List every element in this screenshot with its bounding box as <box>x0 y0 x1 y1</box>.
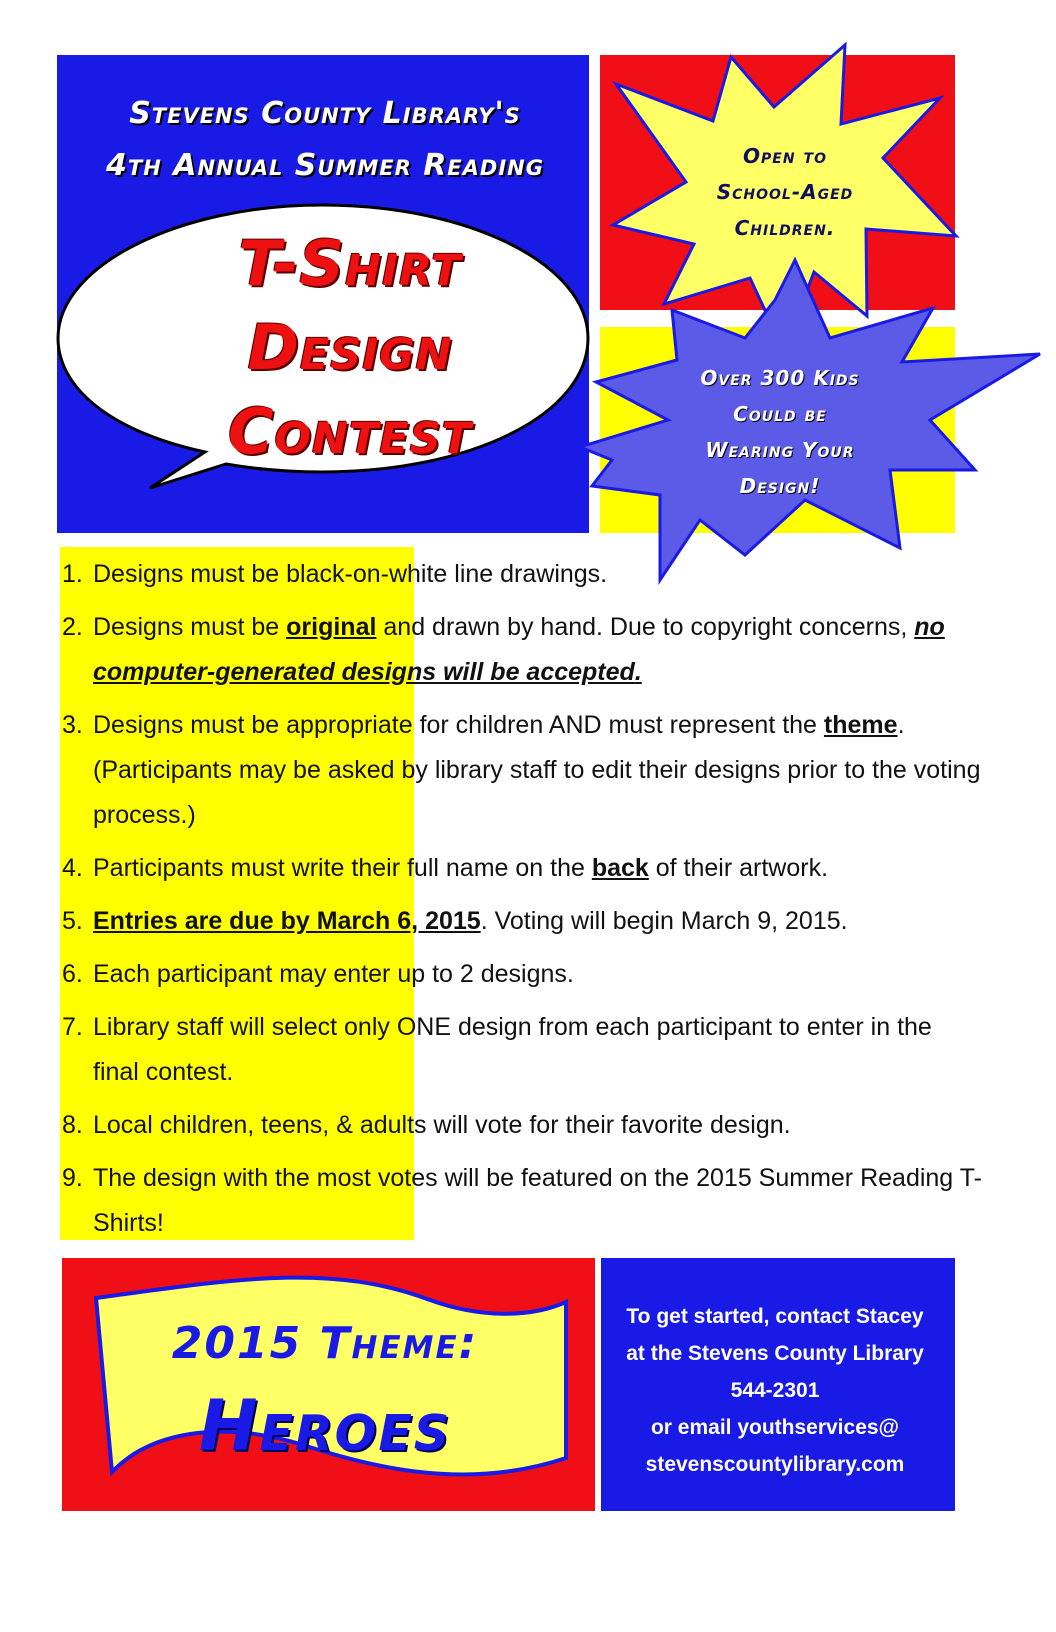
contest-title-line-1: T-Shirt <box>238 227 462 300</box>
rule-2 <box>62 605 982 695</box>
contact-phone: 544-2301 <box>730 1379 820 1402</box>
rule-text: Each participant may enter up to 2 designs. <box>93 960 574 988</box>
rule-6 <box>62 952 982 997</box>
rule-text-part: of their artwork. <box>648 854 829 882</box>
rule-number: 9. <box>62 1164 83 1192</box>
rule-text <box>93 703 982 838</box>
starburst-bottom-line-3: Wearing Your <box>705 438 855 462</box>
starburst-bottom-line-2: Could be <box>733 402 827 426</box>
rule-emphasis-theme: theme <box>823 711 898 739</box>
theme-name: Heroes <box>198 1385 452 1467</box>
contact-line-1: To get started, contact Stacey <box>626 1305 924 1328</box>
rule-8 <box>62 1103 982 1148</box>
rule-number: 4. <box>62 854 83 882</box>
starburst-bottom-text <box>680 360 880 504</box>
rule-text: Designs must be black-on-white line drawings. <box>93 560 608 588</box>
rule-emphasis-back: back <box>591 854 649 882</box>
contact-info <box>600 1298 950 1483</box>
rule-text: Library staff will select only ONE design from each participant to enter in the final contest. <box>93 1013 932 1086</box>
header-title <box>60 88 590 192</box>
theme-label: 2015 Theme: <box>171 1318 479 1369</box>
starburst-top-line-2: School-Aged <box>716 180 854 204</box>
rule-text-part: and drawn by hand. Due to copyright concerns, <box>376 613 915 641</box>
header-line-2: 4th Annual Summer Reading <box>106 148 544 183</box>
rule-text-part: . <box>634 658 642 686</box>
rule-number: 6. <box>62 960 83 988</box>
rule-5 <box>62 899 982 944</box>
starburst-top-line-3: Children. <box>734 216 836 240</box>
rule-emphasis-no-computer: no computer-generated designs will be accepted <box>93 613 945 686</box>
rule-4 <box>62 846 982 891</box>
contest-title-line-3: Contest <box>227 395 473 468</box>
rule-number: 3. <box>62 711 83 739</box>
contact-line-2: at the Stevens County Library <box>626 1342 924 1365</box>
starburst-top-text <box>700 138 870 246</box>
rule-text-part: . (Participants may be asked by library staff to edit their designs prior to the voting process.) <box>93 711 981 829</box>
contact-email-line-1: or email youthservices@ <box>650 1416 900 1439</box>
rule-text-part: Designs must be <box>93 613 287 641</box>
rule-text: Local children, teens, & adults will vote for their favorite design. <box>93 1111 791 1139</box>
rule-9 <box>62 1156 982 1246</box>
contact-email-line-2: stevenscountylibrary.com <box>645 1453 905 1476</box>
rule-number: 8. <box>62 1111 83 1139</box>
rule-number: 7. <box>62 1013 83 1041</box>
rule-text-part: Participants must write their full name on the <box>93 854 592 882</box>
rule-text <box>93 899 982 944</box>
rule-number: 1. <box>62 560 83 588</box>
rule-emphasis-due-date: Entries are due by March 6, 2015 <box>93 907 481 935</box>
header-line-1: Stevens County Library's <box>129 96 521 131</box>
contest-title <box>150 222 550 474</box>
rule-text: The design with the most votes will be featured on the 2015 Summer Reading T-Shirts! <box>93 1164 982 1237</box>
rule-emphasis-original: original <box>286 613 377 641</box>
rule-1 <box>62 552 982 597</box>
contest-title-line-2: Design <box>247 311 453 384</box>
rule-text <box>93 605 982 695</box>
starburst-top-line-1: Open to <box>743 144 827 168</box>
starburst-bottom-line-1: Over 300 Kids <box>700 366 860 390</box>
starburst-bottom-line-4: Design! <box>739 474 821 498</box>
rule-7 <box>62 1005 982 1095</box>
rule-3 <box>62 703 982 838</box>
rule-text-part: Designs must be appropriate for children AND must represent the <box>93 711 824 739</box>
rule-text-part: . Voting will begin March 9, 2015. <box>480 907 848 935</box>
rules-list <box>62 552 982 1254</box>
rule-text <box>93 846 982 891</box>
rule-number: 2. <box>62 613 83 641</box>
rule-number: 5. <box>62 907 83 935</box>
